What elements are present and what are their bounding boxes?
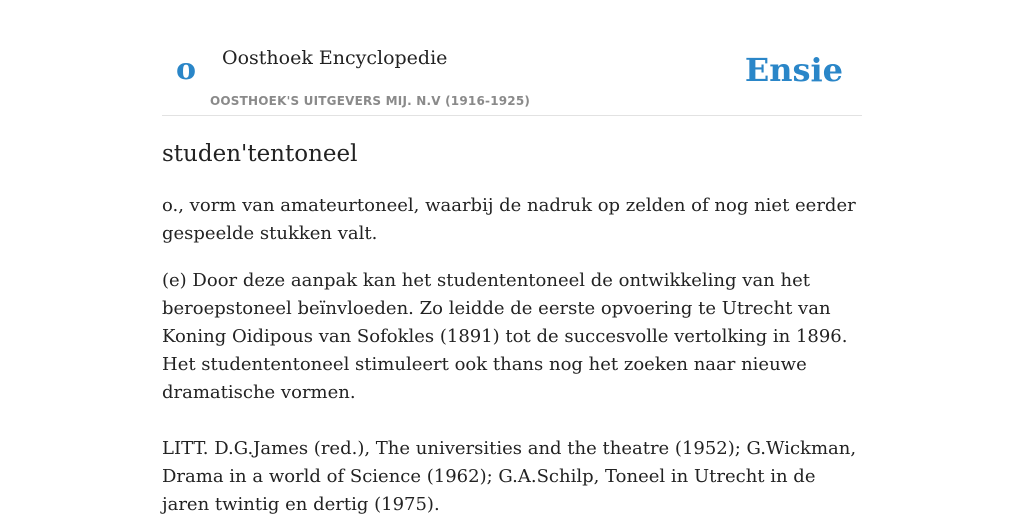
entry-title: studen'tentoneel [162,141,358,167]
site-title-link[interactable]: Oosthoek Encyclopedie [222,47,448,69]
entry-definition: o., vorm van amateurtoneel, waarbij de nadruk op zelden of nog niet eerder gespeelde stukken valt. [162,195,856,244]
page [162,0,862,515]
entry-literature: LITT. D.G.James (red.), The universities and the theatre (1952); G.Wickman, Drama in a world of Science (1962); G.A.Schilp, Toneel in Utrecht in de jaren twintig en dertig (1975). [162,438,857,515]
site-logo-icon[interactable]: o [176,52,197,87]
site-header [162,0,862,116]
ensie-brand-link[interactable]: Ensie [744,51,843,89]
publisher-subtitle: OOSTHOEK'S UITGEVERS MIJ. N.V (1916-1925) [210,94,531,108]
entry-paragraph: (e) Door deze aanpak kan het studententoneel de ontwikkeling van het beroepstoneel beïnvloeden. Zo leidde de eerste opvoering te Utrecht van Koning Oidipous van Sofokles (1891) tot de succesvolle vertolking in 1896. Het studententoneel stimuleert ook thans nog het zoeken naar nieuwe dramatische vormen. [162,270,848,403]
